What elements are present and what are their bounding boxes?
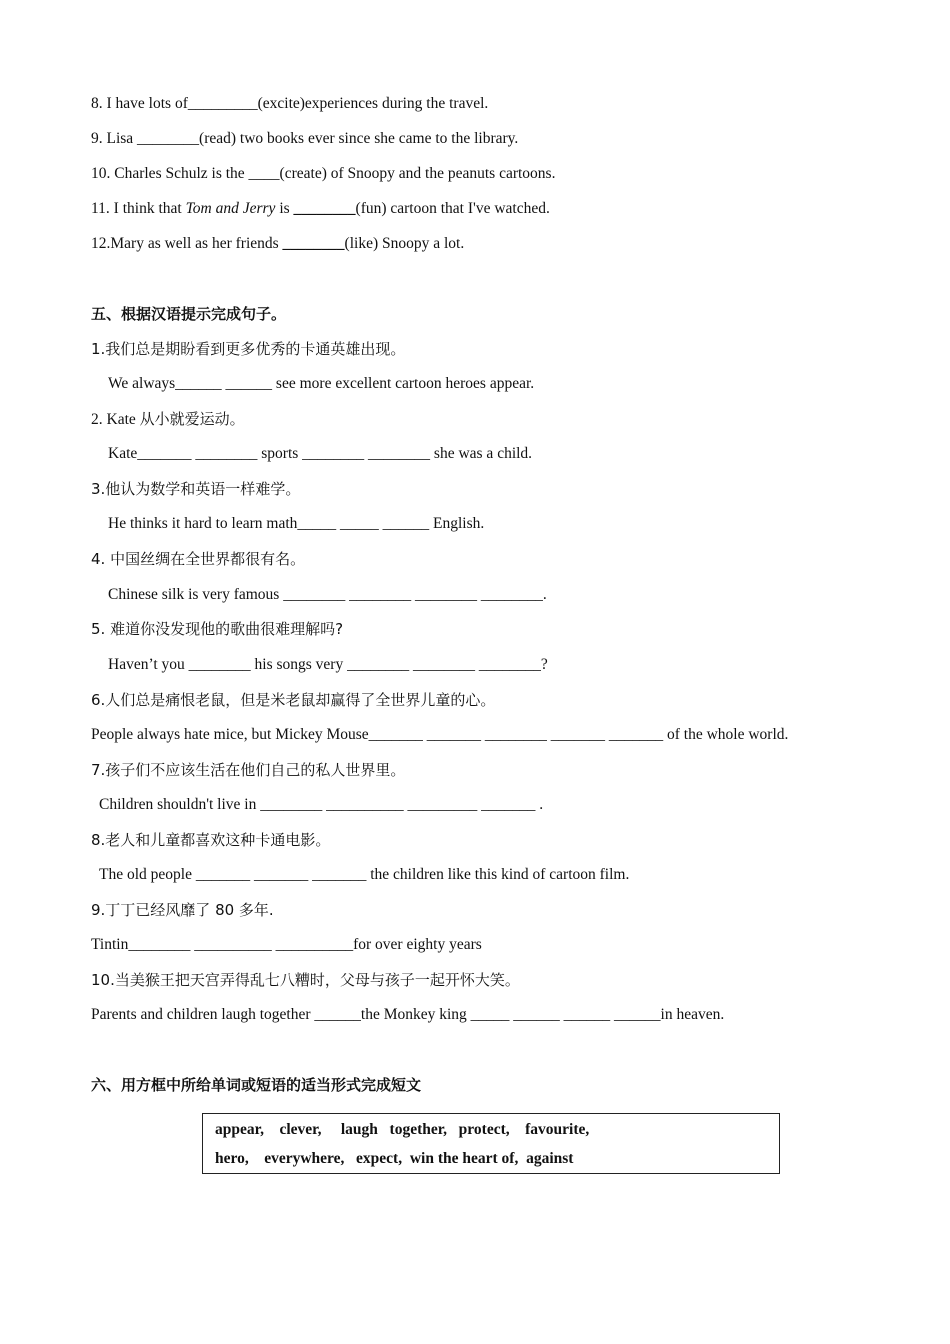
chinese-prompt: 从小就爱运动。 <box>139 410 245 428</box>
exercise-text: 8. I have lots of_________(excite)experiences during the travel. <box>91 95 489 112</box>
section-6-heading: 六、用方框中所给单词或短语的适当形式完成短文 <box>91 1076 422 1094</box>
section-5-item-8-chinese: 8.老人和儿童都喜欢这种卡通电影。 <box>91 831 331 849</box>
exercise-text-pre: 12.Mary as well as her friends <box>91 235 283 252</box>
exercise-line-10 <box>91 164 555 184</box>
exercise-text: 10. Charles Schulz is the ____(create) of Snoopy and the peanuts cartoons. <box>91 165 556 182</box>
section-5-item-5-chinese: 5. 难道你没发现他的歌曲很难理解吗? <box>91 620 344 638</box>
section-5-item-4-chinese: 4. 中国丝绸在全世界都很有名。 <box>91 550 306 568</box>
section-5-item-3-english[interactable]: He thinks it hard to learn math_____ _____ ______ English. <box>108 515 485 532</box>
word-bank-row-2: hero, everywhere, expect, win the heart of, against <box>215 1150 574 1167</box>
section-5-item-6-chinese: 6.人们总是痛恨老鼠，但是米老鼠却赢得了全世界儿童的心。 <box>91 691 496 709</box>
exercise-text-post: (fun) cartoon that I've watched. <box>355 200 550 217</box>
section-5-item-4-english[interactable]: Chinese silk is very famous ________ ________ ________ ________. <box>108 586 547 603</box>
word-bank-box <box>202 1113 780 1174</box>
exercise-line-12 <box>91 234 464 254</box>
section-5-item-1-english[interactable]: We always______ ______ see more excellent cartoon heroes appear. <box>108 375 535 392</box>
section-5-item-3-chinese: 3.他认为数学和英语一样难学。 <box>91 480 301 498</box>
exercise-italic-title: Tom and Jerry <box>185 200 276 217</box>
section-5-item-5-english[interactable]: Haven’t you ________ his songs very ________ ________ ________? <box>108 656 548 673</box>
section-5-item-8-english[interactable]: The old people _______ _______ _______ the children like this kind of cartoon film. <box>99 866 630 883</box>
section-5-item-10-chinese: 10.当美猴王把天宫弄得乱七八糟时，父母与孩子一起开怀大笑。 <box>91 971 520 989</box>
exercise-text-mid: is <box>275 200 294 217</box>
section-5-item-9-english[interactable]: Tintin________ __________ __________for over eighty years <box>91 936 482 953</box>
section-5-item-2-chinese <box>91 409 245 430</box>
section-5-item-7-english[interactable]: Children shouldn't live in ________ __________ _________ _______ . <box>99 796 544 813</box>
answer-blank[interactable]: ________ <box>282 235 345 252</box>
exercise-text-post: (like) Snoopy a lot. <box>344 235 465 252</box>
section-5-item-6-english[interactable]: People always hate mice, but Mickey Mouse_______ _______ ________ _______ _______ of the whole world. <box>91 726 789 743</box>
section-5-item-7-chinese: 7.孩子们不应该生活在他们自己的私人世界里。 <box>91 761 406 779</box>
section-5-item-2-english[interactable]: Kate_______ ________ sports ________ ________ she was a child. <box>108 445 533 462</box>
exercise-text-pre: 11. I think that <box>91 200 186 217</box>
exercise-line-8 <box>91 94 488 114</box>
word-bank-row-1: appear, clever, laugh together, protect, favourite, <box>215 1121 590 1138</box>
section-5-item-10-english[interactable]: Parents and children laugh together ______the Monkey king _____ ______ ______ ______in heaven. <box>91 1006 725 1023</box>
exercise-line-9 <box>91 129 518 149</box>
exercise-line-11 <box>91 199 550 219</box>
answer-blank[interactable]: ________ <box>293 200 356 217</box>
section-5-item-9-chinese: 9.丁丁已经风靡了 80 多年. <box>91 901 274 919</box>
item-number: 2. Kate <box>91 411 140 428</box>
exercise-text: 9. Lisa ________(read) two books ever since she came to the library. <box>91 130 519 147</box>
section-5-heading: 五、根据汉语提示完成句子。 <box>91 305 287 323</box>
section-5-item-1-chinese: 1.我们总是期盼看到更多优秀的卡通英雄出现。 <box>91 340 406 358</box>
